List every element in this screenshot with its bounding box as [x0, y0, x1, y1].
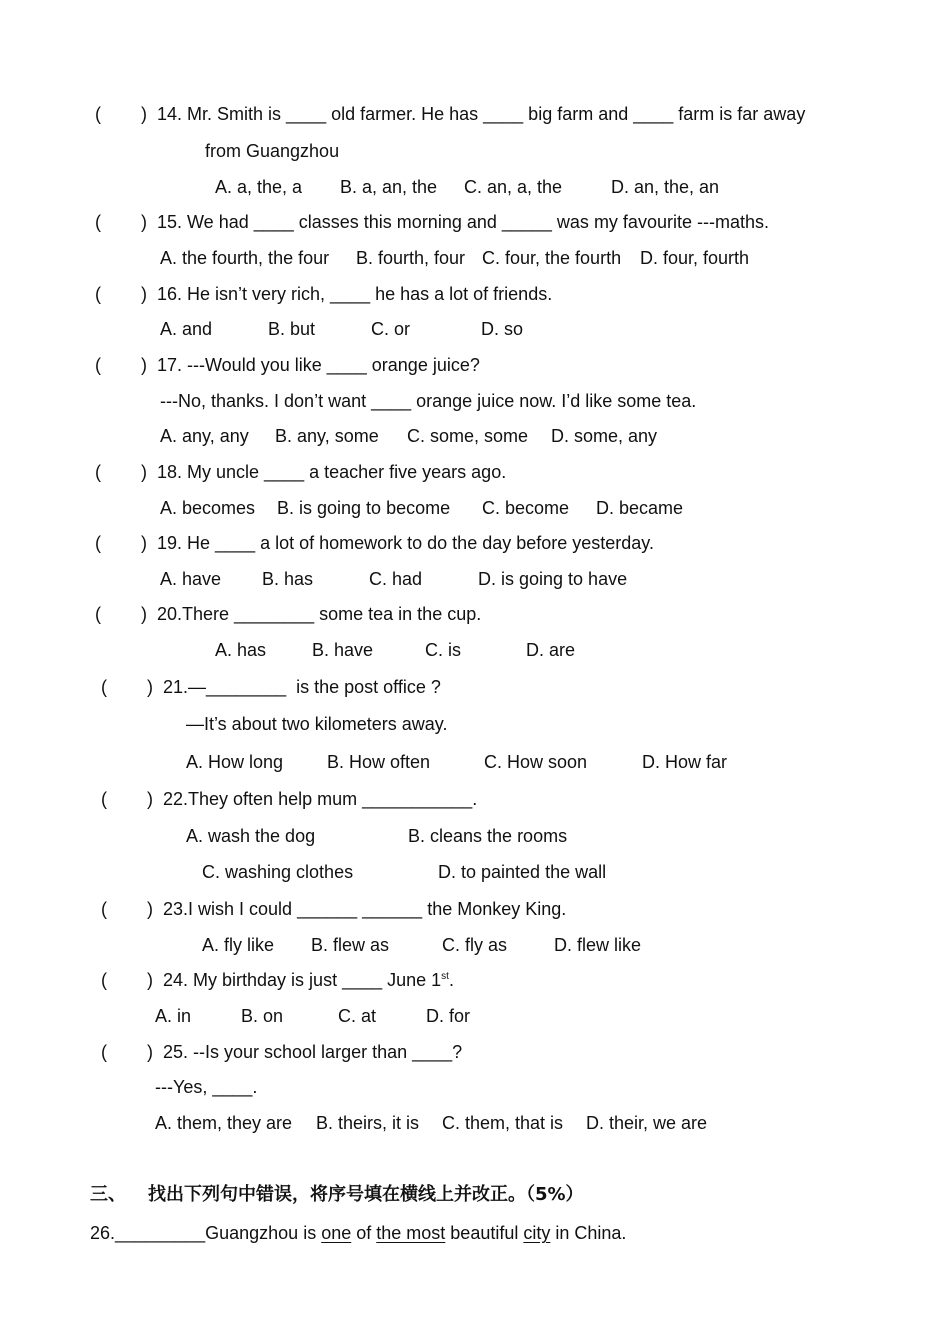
- ordinal-suffix: st: [441, 971, 449, 982]
- q18-option-b: B. is going to become: [277, 498, 451, 518]
- q19-option-c: C. had: [369, 569, 423, 589]
- q15-option-c: C. four, the fourth: [482, 248, 622, 268]
- q20-option-b: B. have: [312, 640, 374, 660]
- question-24-stem: [101, 969, 454, 991]
- q17-option-b: B. any, some: [275, 426, 379, 446]
- question-21-continuation: —It’s about two kilometers away.: [186, 714, 448, 734]
- q21-option-a: A. How long: [186, 752, 284, 772]
- q26-prefix: 26._________Guangzhou is: [90, 1223, 322, 1243]
- q25-option-b: B. theirs, it is: [316, 1113, 420, 1133]
- q23-option-d: D. flew like: [554, 935, 642, 955]
- q19-option-d: D. is going to have: [478, 569, 628, 589]
- question-16-stem: ( ) 16. He isn’t very rich, ____ he has a lot of friends.: [95, 284, 553, 304]
- q24-option-b: B. on: [241, 1006, 284, 1026]
- q26-underlined-c: city: [523, 1223, 551, 1243]
- question-19-stem: ( ) 19. He ____ a lot of homework to do the day before yesterday.: [95, 533, 654, 553]
- q22-option-a: A. wash the dog: [186, 826, 316, 846]
- q14-option-c: C. an, a, the: [464, 177, 563, 197]
- question-24-text: ( ) 24. My birthday is just ____ June 1: [101, 970, 442, 990]
- q18-option-a: A. becomes: [160, 498, 256, 518]
- q22-option-c: C. washing clothes: [202, 862, 354, 882]
- q21-option-c: C. How soon: [484, 752, 588, 772]
- q15-option-b: B. fourth, four: [356, 248, 466, 268]
- q15-option-a: A. the fourth, the four: [160, 248, 330, 268]
- q19-option-a: A. have: [160, 569, 222, 589]
- q24-option-c: C. at: [338, 1006, 377, 1026]
- q21-option-d: D. How far: [642, 752, 728, 772]
- q16-option-d: D. so: [481, 319, 524, 339]
- q24-option-a: A. in: [155, 1006, 192, 1026]
- question-17-stem: ( ) 17. ---Would you like ____ orange juice?: [95, 355, 480, 375]
- q22-option-b: B. cleans the rooms: [408, 826, 568, 846]
- question-22-stem: ( ) 22.They often help mum ___________.: [101, 789, 478, 809]
- q22-option-d: D. to painted the wall: [438, 862, 607, 882]
- q21-option-b: B. How often: [327, 752, 431, 772]
- q26-text-b: beautiful: [445, 1223, 524, 1243]
- question-23-stem: ( ) 23.I wish I could ______ ______ the Monkey King.: [101, 899, 567, 919]
- q19-option-b: B. has: [262, 569, 314, 589]
- question-14-continuation: from Guangzhou: [205, 141, 340, 161]
- q26-text-a: of: [351, 1223, 377, 1243]
- section-3-title: 找出下列句中错误，将序号填在横线上并改正。（5%）: [148, 1184, 584, 1205]
- question-17-continuation: ---No, thanks. I don’t want ____ orange juice now. I’d like some tea.: [160, 391, 697, 411]
- q17-option-c: C. some, some: [407, 426, 529, 446]
- q26-text-c: in China.: [550, 1223, 627, 1243]
- question-25-stem: ( ) 25. --Is your school larger than ____?: [101, 1042, 463, 1062]
- q26-underlined-b: the most: [376, 1223, 446, 1243]
- q24-option-d: D. for: [426, 1006, 471, 1026]
- q20-option-a: A. has: [215, 640, 267, 660]
- q20-option-d: D. are: [526, 640, 576, 660]
- q17-option-d: D. some, any: [551, 426, 658, 446]
- q16-option-a: A. and: [160, 319, 213, 339]
- q17-option-a: A. any, any: [160, 426, 249, 446]
- q26-underlined-a: one: [321, 1223, 352, 1243]
- q20-option-c: C. is: [425, 640, 461, 660]
- q16-option-c: C. or: [371, 319, 411, 339]
- question-25-continuation: ---Yes, ____.: [155, 1077, 258, 1097]
- section-3-number: 三、: [90, 1184, 126, 1205]
- q18-option-c: C. become: [482, 498, 570, 518]
- q14-option-d: D. an, the, an: [611, 177, 720, 197]
- question-15-stem: ( ) 15. We had ____ classes this morning and _____ was my favourite ---maths.: [95, 212, 769, 232]
- question-24-end: .: [448, 970, 454, 990]
- q23-option-b: B. flew as: [311, 935, 390, 955]
- question-18-stem: ( ) 18. My uncle ____ a teacher five years ago.: [95, 462, 507, 482]
- q25-option-d: D. their, we are: [586, 1113, 708, 1133]
- question-20-stem: ( ) 20.There ________ some tea in the cup.: [95, 604, 482, 624]
- question-21-stem: ( ) 21.—________ is the post office ?: [101, 677, 441, 697]
- q18-option-d: D. became: [596, 498, 684, 518]
- q15-option-d: D. four, fourth: [640, 248, 750, 268]
- q23-option-c: C. fly as: [442, 935, 508, 955]
- q14-option-a: A. a, the, a: [215, 177, 303, 197]
- q25-option-a: A. them, they are: [155, 1113, 293, 1133]
- q25-option-c: C. them, that is: [442, 1113, 564, 1133]
- q14-option-b: B. a, an, the: [340, 177, 438, 197]
- question-26: [90, 1222, 626, 1244]
- q23-option-a: A. fly like: [202, 935, 275, 955]
- q16-option-b: B. but: [268, 319, 316, 339]
- question-14-stem: ( ) 14. Mr. Smith is ____ old farmer. He has ____ big farm and ____ farm is far away: [95, 104, 806, 124]
